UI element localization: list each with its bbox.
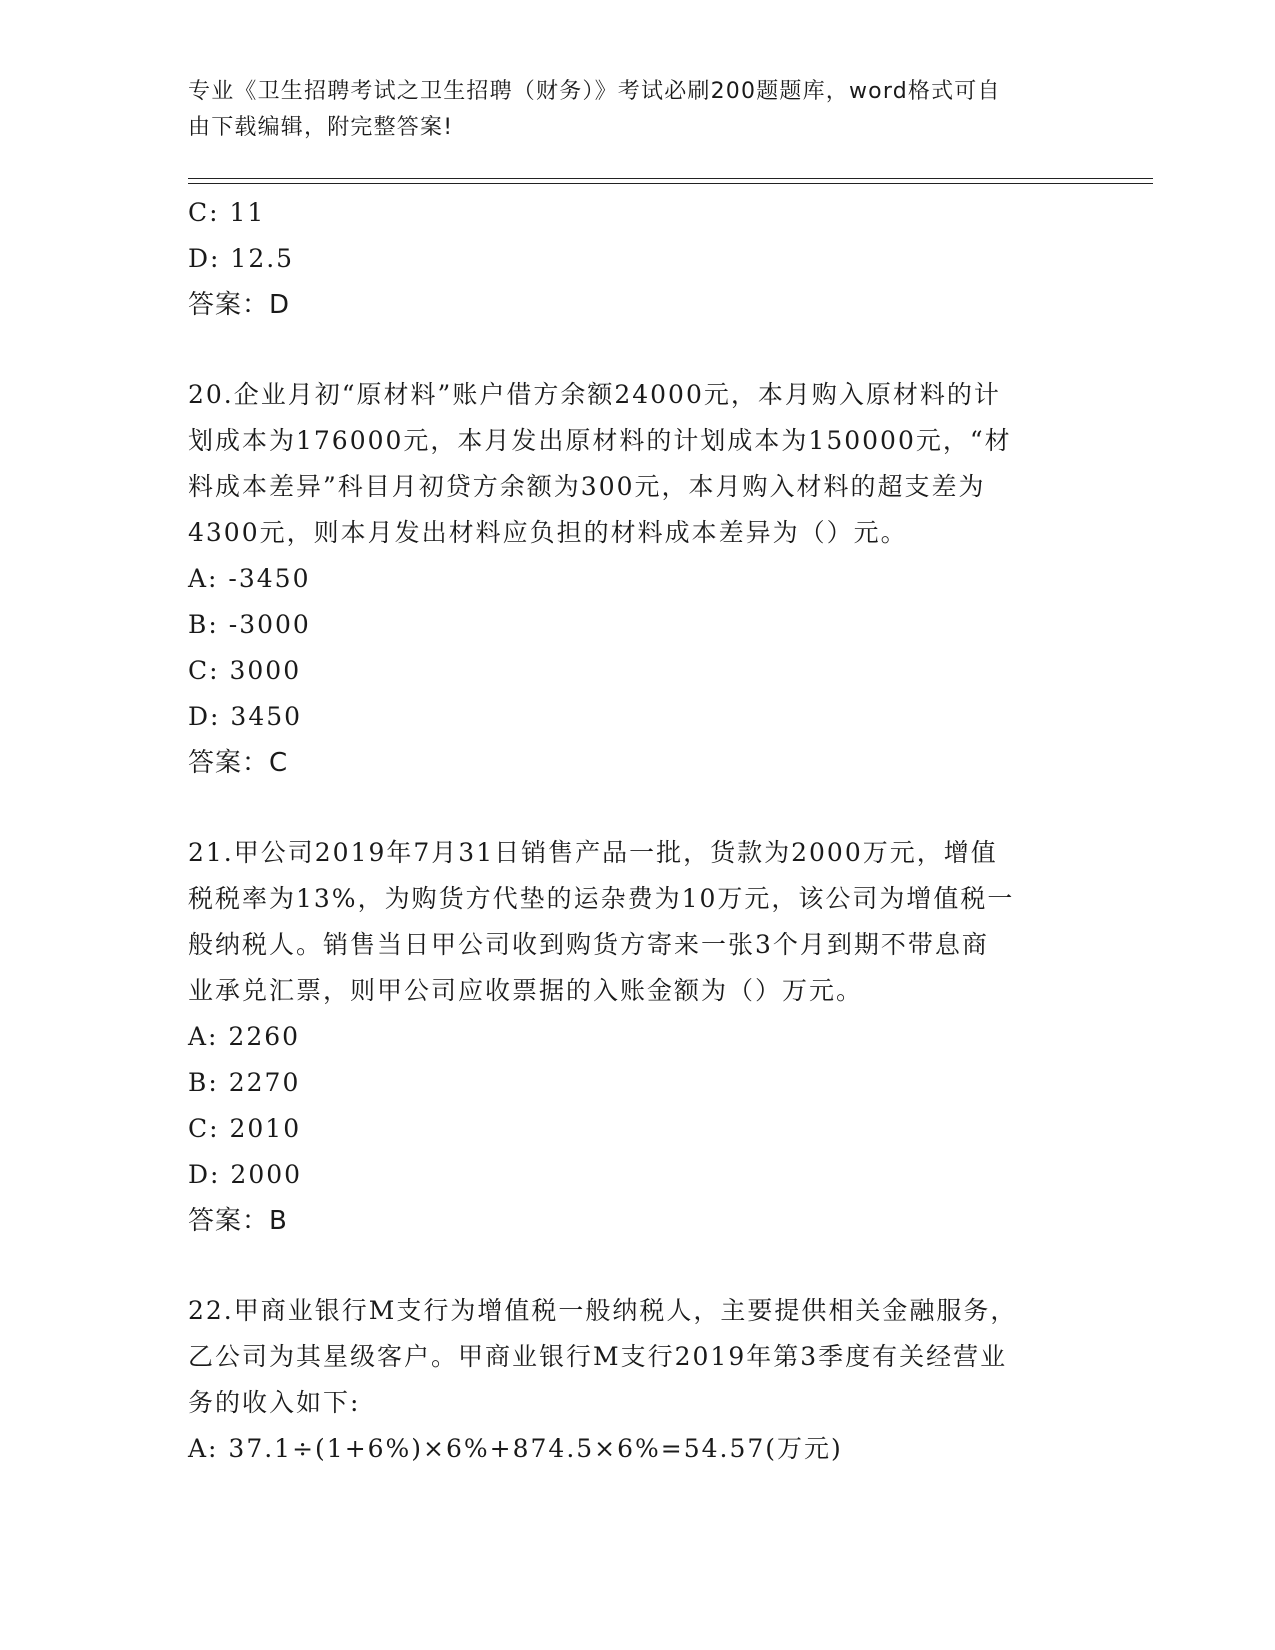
option-d: D: 2000 xyxy=(188,1160,303,1189)
question-21 xyxy=(188,830,1088,1244)
question-text-line: 般纳税人。销售当日甲公司收到购货方寄来一张3个月到期不带息商 xyxy=(188,930,989,959)
question-text-line: 20.企业月初“原材料”账户借方余额24000元，本月购入原材料的计 xyxy=(188,380,1001,409)
option-a: A: 37.1÷(1+6%)×6%+874.5×6%=54.57(万元) xyxy=(188,1434,843,1463)
previous-question xyxy=(188,190,1088,328)
question-text-line: 料成本差异”科目月初贷方余额为300元，本月购入材料的超支差为 xyxy=(188,472,986,501)
question-text-line: 税税率为13%，为购货方代垫的运杂费为10万元，该公司为增值税一 xyxy=(188,884,1015,913)
document-body xyxy=(188,190,1088,1472)
option-c: C: 3000 xyxy=(188,656,302,685)
question-text-line: 划成本为176000元，本月发出原材料的计划成本为150000元，“材 xyxy=(188,426,1012,455)
option-c: C: 2010 xyxy=(188,1114,302,1143)
question-text-line: 4300元，则本月发出材料应负担的材料成本差异为（）元。 xyxy=(188,518,908,547)
option-c: C: 11 xyxy=(188,198,266,227)
question-text-line: 22.甲商业银行M支行为增值税一般纳税人，主要提供相关金融服务， xyxy=(188,1296,1018,1325)
spacer xyxy=(188,786,1088,830)
header-line-2: 由下载编辑，附完整答案! xyxy=(188,115,454,140)
option-b: B: 2270 xyxy=(188,1068,301,1097)
answer-line: 答案：B xyxy=(188,1206,288,1236)
option-d: D: 12.5 xyxy=(188,244,295,273)
option-d: D: 3450 xyxy=(188,702,303,731)
question-20 xyxy=(188,372,1088,786)
question-text-line: 务的收入如下: xyxy=(188,1388,361,1417)
answer-line: 答案：C xyxy=(188,748,289,778)
option-a: A: 2260 xyxy=(188,1022,301,1051)
spacer xyxy=(188,328,1088,372)
question-text-line: 21.甲公司2019年7月31日销售产品一批，货款为2000万元，增值 xyxy=(188,838,998,867)
option-b: B: -3000 xyxy=(188,610,311,639)
header-rule-bottom xyxy=(188,183,1153,184)
header-rule-top xyxy=(188,178,1153,179)
header-line-1: 专业《卫生招聘考试之卫生招聘（财务）》考试必刷200题题库，word格式可自 xyxy=(188,79,1001,104)
question-text-line: 业承兑汇票，则甲公司应收票据的入账金额为（）万元。 xyxy=(188,976,864,1005)
question-text-line: 乙公司为其星级客户。甲商业银行M支行2019年第3季度有关经营业 xyxy=(188,1342,1008,1371)
document-header xyxy=(188,74,1078,146)
answer-line: 答案：D xyxy=(188,290,291,320)
option-a: A: -3450 xyxy=(188,564,311,593)
question-22 xyxy=(188,1288,1088,1472)
spacer xyxy=(188,1244,1088,1288)
